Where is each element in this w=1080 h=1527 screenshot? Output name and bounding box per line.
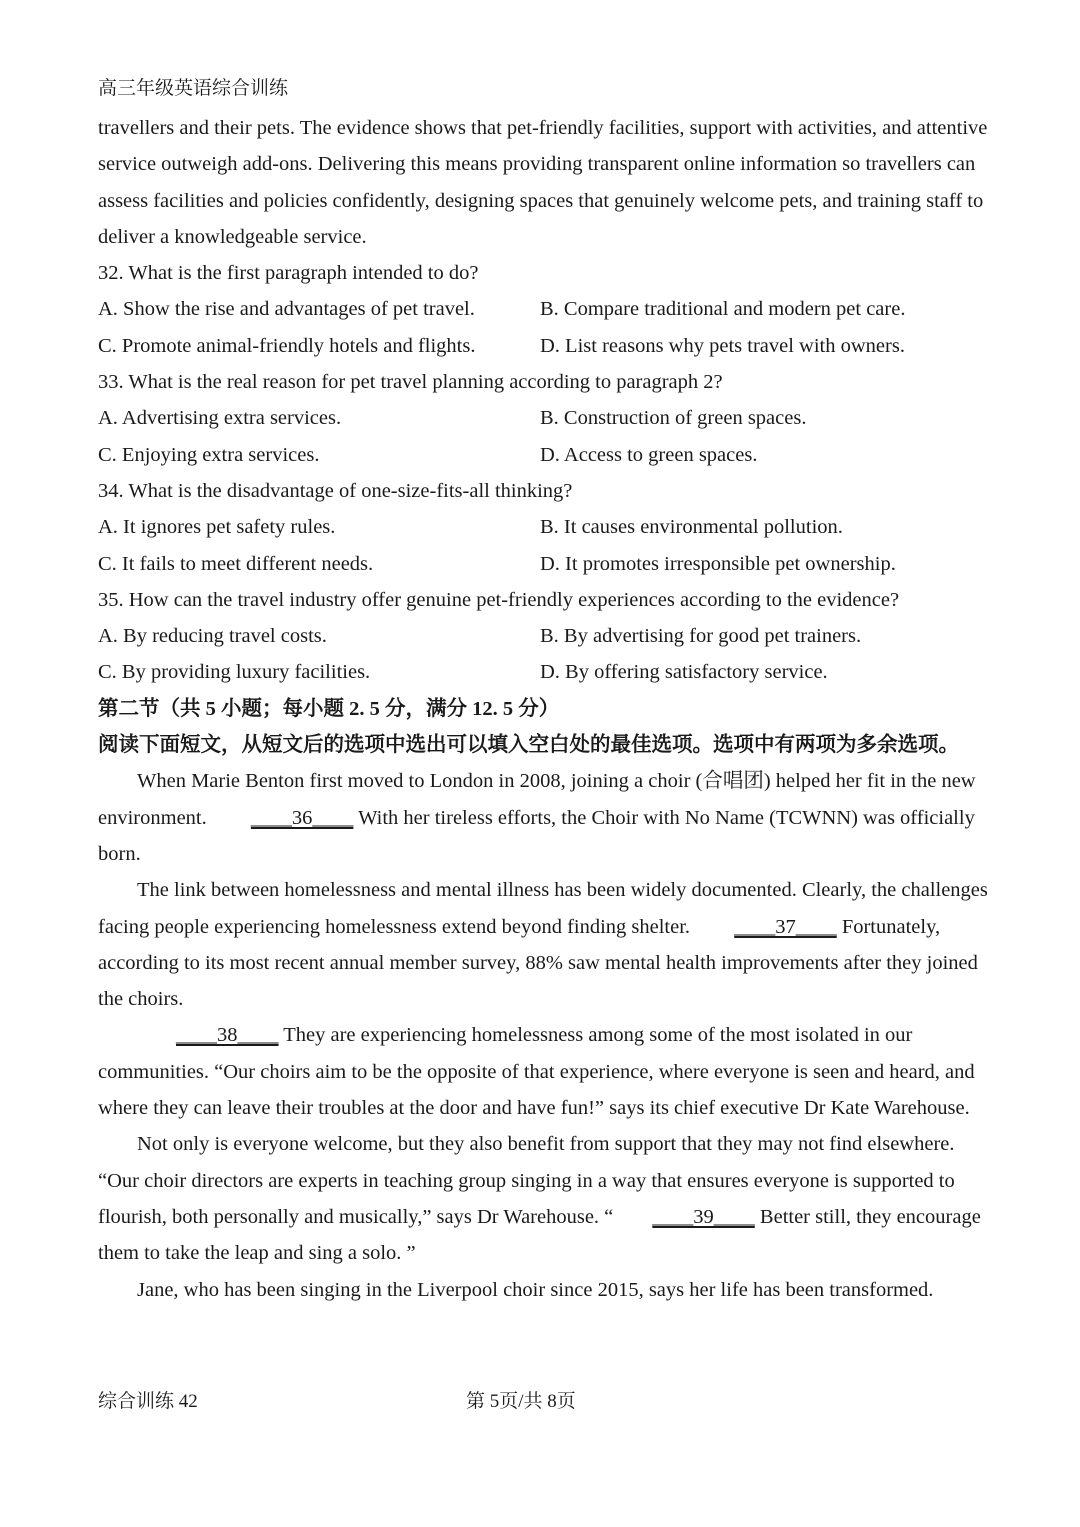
option-35-a: A. By reducing travel costs. bbox=[98, 625, 327, 648]
paragraph-4-text-a: Not only is everyone welcome, but they also benefit from support that they may not find elsewhere. “Our choir directors are experts in teaching group singing in a way that ensures everyone is supported to flourish, both personally and musically,” says Dr Warehouse. “ bbox=[98, 1133, 955, 1228]
option-34-d: D. It promotes irresponsible pet ownership. bbox=[540, 552, 896, 575]
paragraph-2-text-a: The link between homelessness and mental illness has been widely documented. Clearly, the challenges facing people experiencing homelessness extend beyond finding shelter. bbox=[98, 879, 988, 938]
paragraph-1-text-a: When Marie Benton first moved to London in 2008, joining a choir (合唱团) helped her fit in the new environment. bbox=[98, 770, 976, 829]
question-35-stem: 35. How can the travel industry offer genuine pet-friendly experiences according to the evidence? bbox=[98, 588, 900, 611]
question-32-options-row-2 bbox=[98, 328, 988, 364]
option-35-d: D. By offering satisfactory service. bbox=[540, 661, 828, 684]
question-35-options-row-1 bbox=[98, 618, 988, 654]
option-33-a: A. Advertising extra services. bbox=[98, 407, 342, 430]
passage2-paragraph-2 bbox=[98, 872, 988, 1017]
question-33-options-row-1 bbox=[98, 400, 988, 436]
option-32-a: A. Show the rise and advantages of pet travel. bbox=[98, 298, 475, 321]
question-33-stem: 33. What is the real reason for pet travel planning according to paragraph 2? bbox=[98, 371, 723, 394]
blank-37: ____37____ bbox=[734, 915, 837, 938]
option-34-a: A. It ignores pet safety rules. bbox=[98, 516, 336, 539]
question-34-stem: 34. What is the disadvantage of one-size-fits-all thinking? bbox=[98, 479, 573, 502]
passage2-paragraph-5: Jane, who has been singing in the Liverpool choir since 2015, says her life has been transformed. bbox=[137, 1278, 934, 1301]
option-33-d: D. Access to green spaces. bbox=[540, 443, 758, 466]
passage-ending: travellers and their pets. The evidence shows that pet-friendly facilities, support with activities, and attentive service outweigh add-ons. Delivering this means providing transparent online information so travellers can assess facilities and policies confidently, designing spaces that genuinely welcome pets, and training staff to deliver a knowledgeable service. bbox=[98, 117, 988, 248]
option-33-c: C. Enjoying extra services. bbox=[98, 443, 320, 466]
passage2-paragraph-4 bbox=[98, 1126, 988, 1271]
exam-page bbox=[98, 74, 988, 1308]
blank-39: ____39____ bbox=[652, 1205, 755, 1228]
option-32-c: C. Promote animal-friendly hotels and flights. bbox=[98, 334, 476, 357]
paragraph-4-text-b: Better still, they encourage them to take the leap and sing a solo. ” bbox=[98, 1205, 981, 1265]
question-35-options-row-2 bbox=[98, 654, 988, 690]
blank-38: ____38____ bbox=[176, 1024, 279, 1047]
paragraph-2-text-b: Fortunately, according to its most recent annual member survey, 88% saw mental health improvements after they joined the choirs. bbox=[98, 915, 978, 1011]
option-33-b: B. Construction of green spaces. bbox=[540, 407, 807, 430]
option-32-b: B. Compare traditional and modern pet care. bbox=[540, 298, 906, 321]
page-header: 高三年级英语综合训练 bbox=[98, 78, 289, 99]
section-2-instruction: 阅读下面短文，从短文后的选项中选出可以填入空白处的最佳选项。选项中有两项为多余选项。 bbox=[98, 734, 959, 757]
option-34-b: B. It causes environmental pollution. bbox=[540, 516, 843, 539]
paragraph-1-text-b: With her tireless efforts, the Choir with No Name (TCWNN) was officially born. bbox=[98, 806, 975, 865]
option-32-d: D. List reasons why pets travel with owners. bbox=[540, 334, 905, 357]
question-34-options-row-2 bbox=[98, 546, 988, 582]
question-32-stem: 32. What is the first paragraph intended to do? bbox=[98, 262, 479, 285]
footer-page-number: 第 5页/共 8页 bbox=[466, 1391, 576, 1412]
blank-36: ____36____ bbox=[250, 806, 354, 829]
paragraph-3-text: They are experiencing homelessness among some of the most isolated in our communities. “Our choirs aim to be the opposite of that experience, where everyone is seen and heard, and where they can leave their troubles at the door and have fun!” says its chief executive Dr Kate Warehouse. bbox=[98, 1024, 975, 1120]
question-34-options-row-1 bbox=[98, 509, 988, 545]
section-2-title: 第二节（共 5 小题；每小题 2. 5 分，满分 12. 5 分） bbox=[98, 697, 560, 720]
question-33-options-row-2 bbox=[98, 437, 988, 473]
option-34-c: C. It fails to meet different needs. bbox=[98, 552, 374, 575]
passage2-paragraph-3 bbox=[98, 1017, 988, 1126]
passage2-paragraph-1 bbox=[98, 763, 988, 872]
option-35-b: B. By advertising for good pet trainers. bbox=[540, 625, 862, 648]
option-35-c: C. By providing luxury facilities. bbox=[98, 661, 371, 684]
footer-exercise-number: 综合训练 42 bbox=[98, 1391, 198, 1412]
question-32-options-row-1 bbox=[98, 291, 988, 327]
